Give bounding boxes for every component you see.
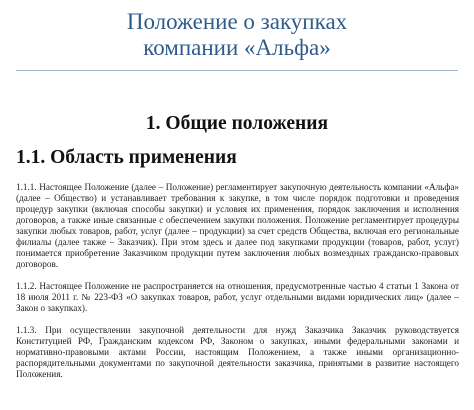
paragraph-1-1-2: 1.1.2. Настоящее Положение не распространяется на отношения, предусмотренные частью 4 статьи 1 Закона от 18 июля 2011 г. № 223-ФЗ «О закупках товаров, работ, услуг отдельными видами юридических лиц» (далее – Закон о закупках). — [16, 281, 459, 313]
document-title-line-2: компании «Альфа» — [143, 35, 331, 60]
title-divider — [16, 70, 458, 71]
paragraph-1-1-1: 1.1.1. Настоящее Положение (далее – Положение) регламентирует закупочную деятельность компании «Альфа» (далее – Общество) и устанавливает требования к закупке, в том числе порядок подготовки и проведения процедур закупки (включая способы закупки) и условия их применения, порядок заключения и исполнения договоров, а также иные связанные с обеспечением закупки положения. Положение регламентирует процедуры закупки любых товаров, работ, услуг (далее – продукции) за счет средств Общества, включая его региональные филиалы (далее также – Заказчик). При этом здесь и далее под закупками продукции (товаров, работ, услуг) понимается приобретение Заказчиком продукции путем заключения любых возмездных гражданско-правовых договоров. — [16, 182, 459, 269]
section-heading: 1. Общие положения — [145, 113, 329, 134]
paragraph-1-1-3: 1.1.3. При осуществлении закупочной деятельности для нужд Заказчика Заказчик руководствуется Конституцией РФ, Гражданским кодексом РФ, Законом о закупках, иными федеральными законами и нормативно-правовыми актами России, настоящим Положением, а также иными организационно-распорядительными документами по закупочной деятельности заказчика, принятыми в развитие настоящего Положения. — [16, 325, 459, 379]
document-title-line-1: Положение о закупках — [126, 9, 348, 34]
document-title — [14, 0, 460, 61]
subsection-heading: 1.1. Область применения — [16, 147, 237, 168]
